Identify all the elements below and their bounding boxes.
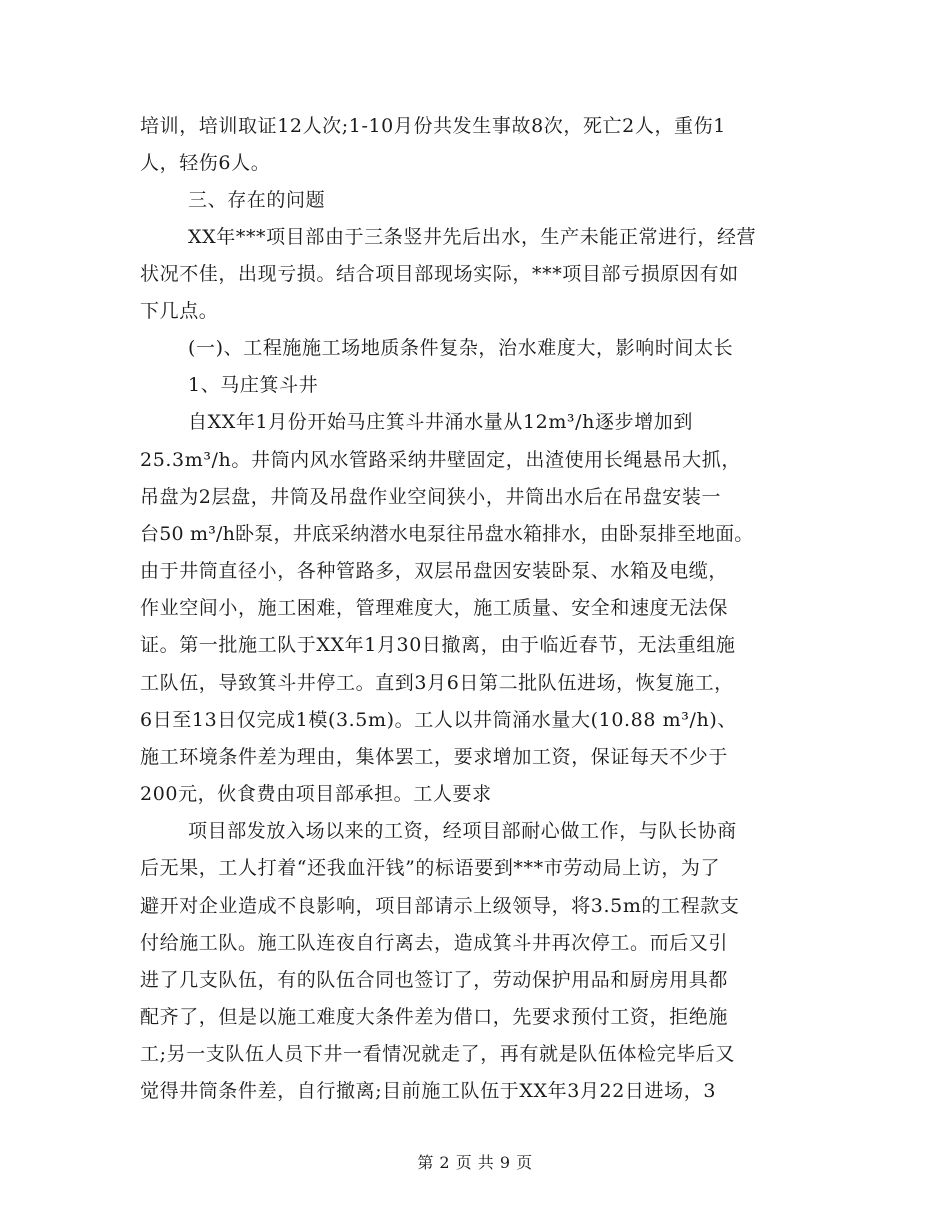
body-line: 配齐了，但是以施工难度大条件差为借口，先要求预付工资，拒绝施: [140, 1006, 729, 1028]
page-number-footer: 第 2 页 共 9 页: [417, 1153, 533, 1172]
body-line: 吊盘为2层盘，井筒及吊盘作业空间狭小，井筒出水后在吊盘安装一: [140, 486, 722, 508]
body-line: 证。第一批施工队于XX年1月30日撤离，由于临近春节，无法重组施: [140, 634, 736, 656]
body-line: 施工环境条件差为理由，集体罢工，要求增加工资，保证每天不少于: [140, 746, 729, 768]
body-line: 下几点。: [140, 300, 219, 322]
body-line: 后无果，工人打着“还我血汗钱”的标语要到***市劳动局上访，为了: [140, 857, 721, 879]
body-line: 觉得井筒条件差，自行撤离;目前施工队伍于XX年3月22日进场，3: [140, 1080, 717, 1102]
body-line: 200元，伙食费由项目部承担。工人要求: [140, 783, 492, 805]
subsection-heading: 1、马庄箕斗井: [188, 374, 319, 396]
body-line: 工;另一支队伍人员下井一看情况就走了，再有就是队伍体检完毕后又: [140, 1043, 736, 1065]
body-line: 避开对企业造成不良影响，项目部请示上级领导，将3.5m的工程款支: [140, 895, 740, 917]
body-line: 作业空间小，施工困难，管理难度大，施工质量、安全和速度无法保: [140, 597, 729, 619]
body-line: 台50 m³/h卧泵，井底采纳潜水电泵往吊盘水箱排水，由卧泵排至地面。: [140, 523, 754, 545]
body-line: 人，轻伤6人。: [140, 152, 271, 174]
body-line: 状况不佳，出现亏损。结合项目部现场实际，***项目部亏损原因有如: [140, 263, 739, 285]
body-line: 由于井筒直径小，各种管路多，双层吊盘因安装卧泵、水箱及电缆，: [140, 560, 729, 582]
body-line: 付给施工队。施工队连夜自行离去，造成箕斗井再次停工。而后又引: [140, 932, 729, 954]
body-line: 培训，培训取证12人次;1-10月份共发生事故8次，死亡2人，重伤1: [140, 115, 726, 137]
body-line: 进了几支队伍，有的队伍合同也签订了，劳动保护用品和厨房用具都: [140, 969, 729, 991]
section-heading: 三、存在的问题: [188, 189, 326, 211]
body-line: XX年***项目部由于三条竖井先后出水，生产未能正常进行，经营: [188, 226, 757, 248]
body-line: 自XX年1月份开始马庄箕斗井涌水量从12m³/h逐步增加到: [188, 411, 693, 433]
body-line: 工队伍，导致箕斗井停工。直到3月6日第二批队伍进场，恢复施工，: [140, 672, 734, 694]
body-line: 项目部发放入场以来的工资，经项目部耐心做工作，与队长协商: [188, 820, 737, 842]
body-line: 25.3m³/h。井筒内风水管路采纳井壁固定，出渣使用长绳悬吊大抓，: [140, 449, 741, 471]
body-line: 6日至13日仅完成1模(3.5m)。工人以井筒涌水量大(10.88 m³/h)、: [140, 709, 737, 731]
subsection-heading: (一)、工程施施工场地质条件复杂，治水难度大，影响时间太长: [188, 337, 734, 359]
